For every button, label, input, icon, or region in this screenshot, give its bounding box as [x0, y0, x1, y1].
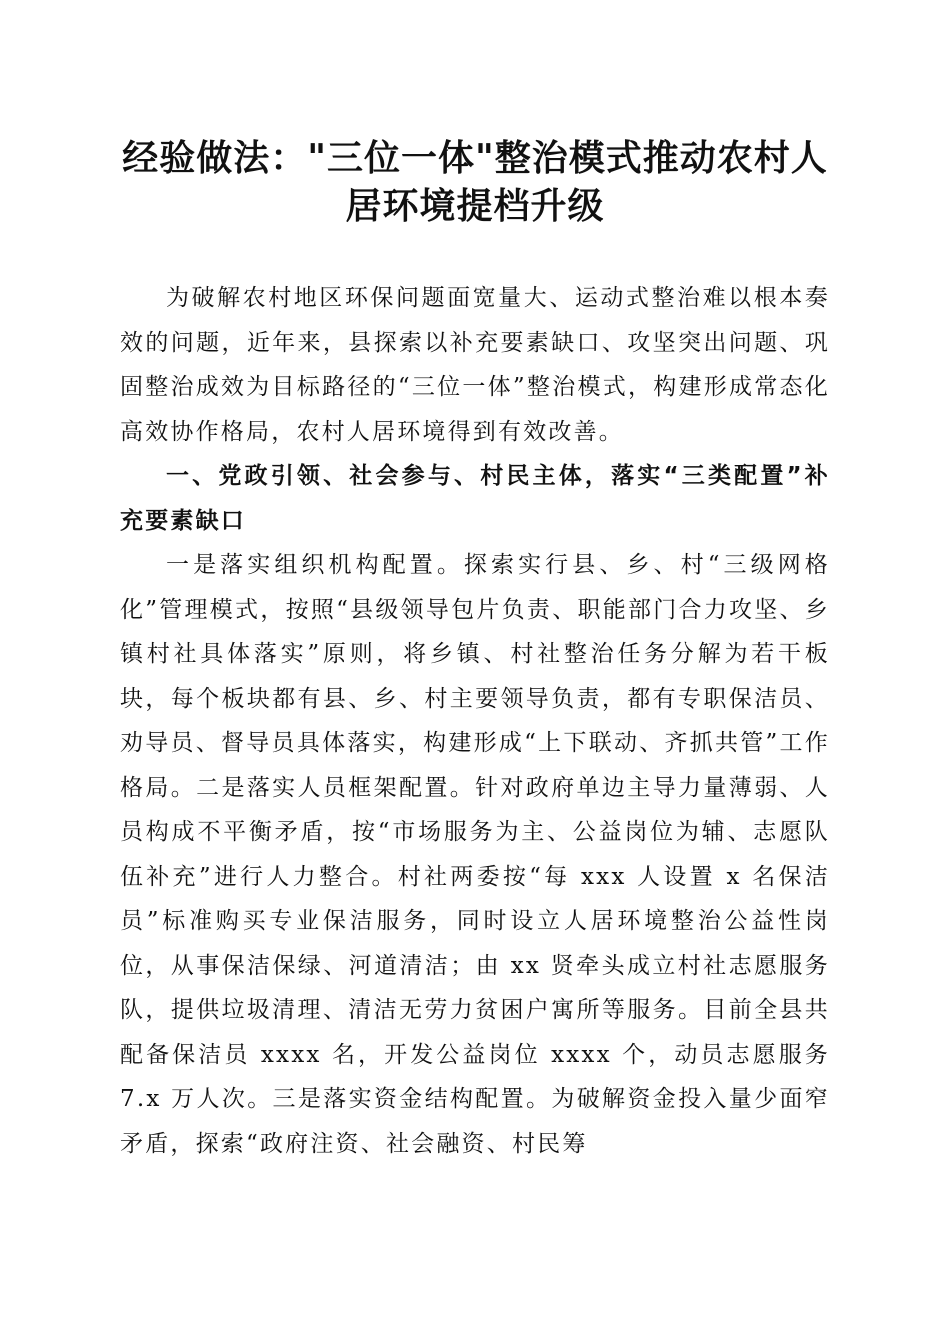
intro-paragraph: 为破解农村地区环保问题面宽量大、运动式整治难以根本奏效的问题，近年来，县探索以补充要素缺口、攻坚突出问题、巩固整治成效为目标路径的“三位一体”整治模式，构建形成常态化高效协作格局，农村人居环境得到有效改善。	[120, 285, 830, 445]
title-line-1: 经验做法："三位一体"整治模式推动农村人	[122, 137, 828, 179]
document-body	[120, 276, 830, 1166]
section-1-paragraph: 一是落实组织机构配置。探索实行县、乡、村“三级网格化”管理模式，按照“县级领导包片负责、职能部门合力攻坚、乡镇村社具体落实”原则，将乡镇、村社整治任务分解为若干板块，每个板块都有县、乡、村主要领导负责，都有专职保洁员、劝导员、督导员具体落实，构建形成“上下联动、齐抓共管”工作格局。二是落实人员框架配置。针对政府单边主导力量薄弱、人员构成不平衡矛盾，按“市场服务为主、公益岗位为辅、志愿队伍补充”进行人力整合。村社两委按“每 xxx 人设置 x 名保洁员”标准购买专业保洁服务，同时设立人居环境整治公益性岗位，从事保洁保绿、河道清洁；由 xx 贤牵头成立村社志愿服务队，提供垃圾清理、清洁无劳力贫困户寓所等服务。目前全县共配备保洁员 xxxx 名，开发公益岗位 xxxx 个，动员志愿服务 7.x 万人次。三是落实资金结构配置。为破解资金投入量少面窄矛盾，探索“政府注资、社会融资、村民筹	[120, 552, 830, 1157]
section-1-heading: 一、党政引领、社会参与、村民主体，落实“三类配置”补充要素缺口	[120, 463, 830, 534]
title-line-2: 居环境提档升级	[345, 185, 605, 227]
document-title	[110, 134, 840, 230]
